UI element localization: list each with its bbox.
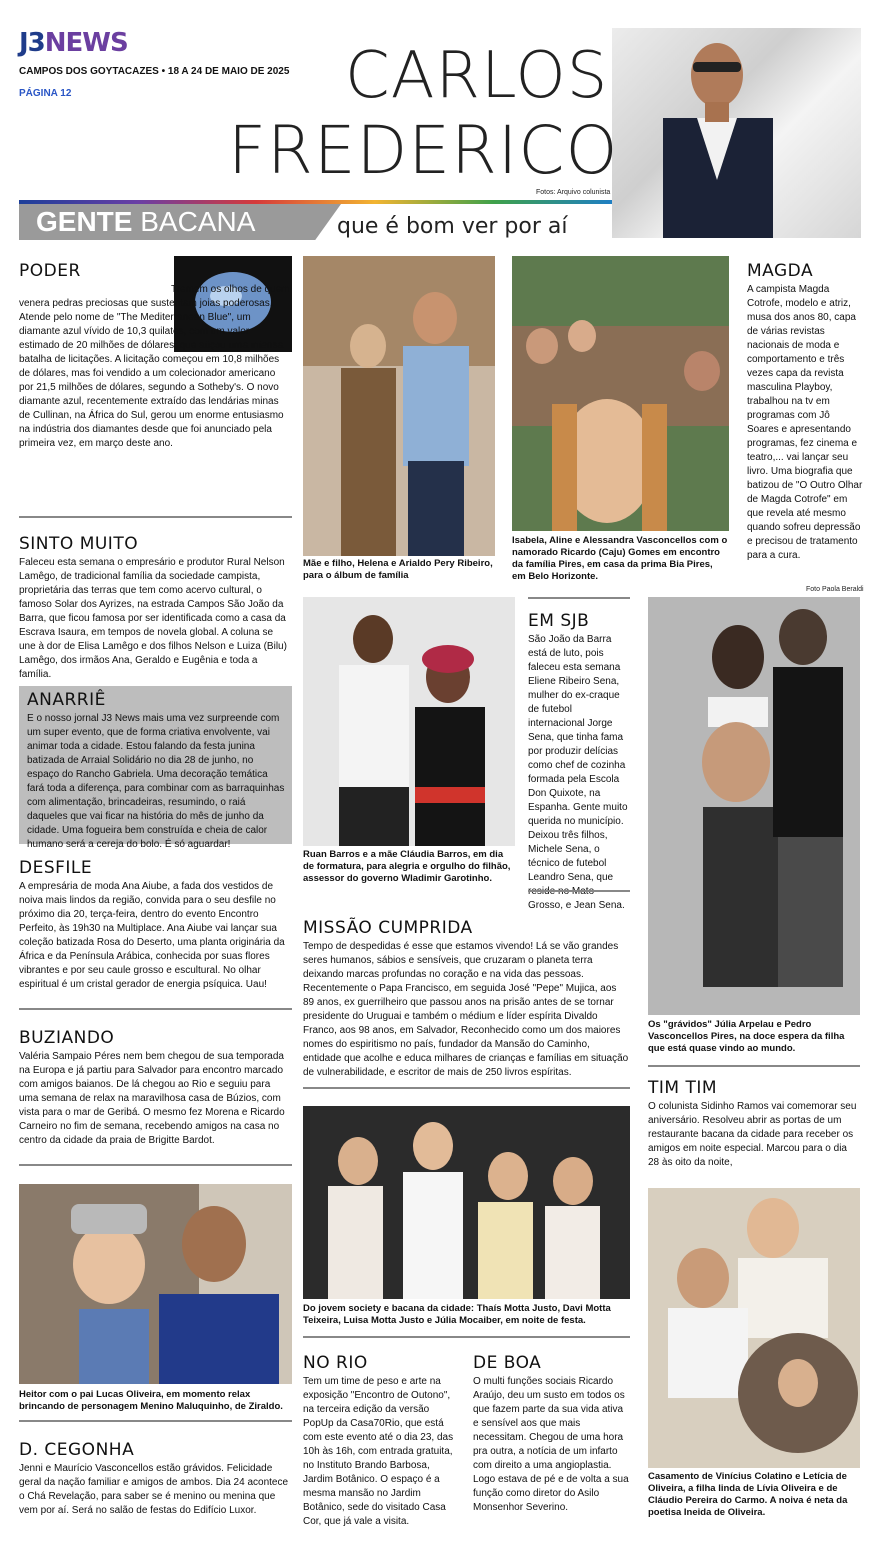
section-title-missao: MISSÃO CUMPRIDA (303, 918, 473, 938)
section-title-desfile: DESFILE (19, 858, 93, 878)
caption-heitor: Heitor com o pai Lucas Oliveira, em momento relax brincando de personagem Menino Maluquinho, de Ziraldo. (19, 1389, 283, 1412)
caption-pires: Isabela, Aline e Alessandra Vasconcellos com o namorado Ricardo (Caju) Gomes em encontro da família Pires, em casa da prima Bia Pires, em Belo Horizonte. (512, 535, 728, 582)
section-text-poder: Tremem os olhos de quem venera pedras preciosas que sustentam joias poderosas. Atende pelo nome de "The Mediterranean Blue", um diamante azul vívido de 10,3 quilates, com um valor estimado de 20 milhões de dólares, que atiçou uma intensa batalha de licitações. A licitação começou em 10,8 milhões de dólares, mas foi vendido a um colecionador americano por 21,5 milhões de dólares, segundo a Sotheby's. O novo diamante azul, recentemente extraído das lendárias minas de Cullinan, na África do Sul, gerou um enorme entusiasmo na indústria dos diamantes desde que foi anunciado pela primeira vez, em março deste ano. (19, 284, 290, 449)
section-text-missao: Tempo de despedidas é esse que estamos vivendo! Lá se vão grandes seres humanos, sábios e sensíveis, que cruzaram o planeta terra deixando marcas profundas no coração e na vida das pessoas. Recentemente o Papa Francisco, em seguida José "Pepe" Mujica, aos 89 anos, ex guerrilheiro que passou anos na prisão antes de se tornar presidente do Uruguai e também o médium e líder espírita Divaldo Franco, aos 98 anos, em Salvador, Reconhecido como um dos maiores nomes do espiritismo no país, fundador da Mansão do Caminho, entidade que acolhe e educa milhares de crianças e famílias em situação de vulnerabilidade, e escritor de mais de 250 livros espíritas. (303, 941, 629, 1078)
section-text-desfile: A empresária de moda Ana Aiube, a fada dos vestidos de noiva mais lindos da região, convida para o seu desfile no próximo dia 20, terça-feira, dentro do evento Encontro Perfeito, às 19h30 na Multiplace. Ana Aiube vai lançar sua coleção batizada Rosa do Deserto, uma planta originária da África e da Península Arábica, conhecida por suas flores vibrantes e por seu caule grosso e escultural. No olhar espiritual é um cristal gerador de energia psíquica. Uau! (19, 881, 285, 990)
section-title-magda: MAGDA (747, 261, 814, 281)
section-text-buziando: Valéria Sampaio Péres nem bem chegou de sua temporada na Europa e já partiu para Salvador para encontro marcado com amigos baianos. De lá chegou ao Rio e seguiu para uma semana de relax na maravilhosa casa de Búzios, com vista para o mar de Geribá. O mesmo fez Morena e Ricardo Carneiro no fim de semana, recebendo amigos na casa no centro da cidade da praia de Brigitte Bardot. (19, 1051, 285, 1146)
section-title-cegonha: D. CEGONHA (19, 1440, 135, 1460)
divider (528, 597, 630, 599)
section-title-norio: NO RIO (303, 1353, 368, 1373)
caption-helena: Mãe e filho, Helena e Arialdo Pery Ribeiro, para o álbum de família (303, 558, 493, 581)
photo-credit-magda: Foto Paola Beraldi (806, 586, 864, 593)
photo-credit: Fotos: Arquivo colunista (536, 189, 611, 196)
section-title-sjb: EM SJB (528, 611, 590, 631)
section-text-norio: Tem um time de peso e arte na exposição "Encontro de Outono", na terceira edição da versão PopUp da Casa70Rio, que está com este evento até o dia 23, das 10h às 16h, com entrada gratuita, no Instituto Brando Barbosa, Jardim Botânico. O espaço é a mesma mansão no Jardim Botânico, sede do visitado Casa Cor, que já vale a visita. (303, 1376, 454, 1527)
divider (528, 890, 630, 892)
section-text-timtim: O colunista Sidinho Ramos vai comemorar seu aniversário. Resolveu abrir as portas de um restaurante bacana da cidade para receber os amigos em noite especial. Marcou para o dia 28 às oito da noite, (648, 1101, 857, 1168)
caption-jovem: Do jovem society e bacana da cidade: Thaís Motta Justo, Davi Motta Teixeira, Luisa Motta Justo e Júlia Mocaiber, em noite de festa. (303, 1303, 611, 1326)
section-text-deboa: O multi funções sociais Ricardo Araújo, deu um susto em todos os que fazem parte da sua vida ativa e sensível aos que mais necessitam. Chegou de uma hora pra outra, a notícia de um infarto com direito a uma angioplastia. Logo estava de pé e de volta a sua função como diretor do Asilo Monsenhor Severino. (473, 1376, 629, 1513)
helena-arialdo-photo (303, 256, 495, 556)
page-number: PÁGINA 12 (19, 88, 72, 99)
heitor-photo (19, 1184, 292, 1384)
divider (19, 1420, 292, 1422)
section-text-magda: A campista Magda Cotrofe, modelo e atriz, musa dos anos 80, capa de várias revistas nacionais de moda e comportamento e três vezes capa da revista masculina Playboy, trabalhou na tv em programas com Jô Soares e apresentando programas, fez cinema e teatro,... vai lançar seu livro. Uma biografia que batizou de "O Outro Olhar de Magda Cotrofe" em que revela até mesmo quando sofreu depressão e precisou de tratamento para a cura. (747, 284, 863, 561)
divider (19, 1008, 292, 1010)
section-text-sjb: São João da Barra está de luto, pois faleceu esta semana Eliene Ribeiro Sena, mulher do ex-craque de futebol internacional Jorge Sena, que tinha fama por produzir delícias como chef de cozinha formada pela Escola Don Quixote, na Espanha. Gente muito querida no município. Deixou três filhos, Michele Sena, o técnico de futebol Leandro Sena, que Grosso, e Jean Sena. (528, 634, 628, 911)
section-title-deboa: DE BOA (473, 1353, 542, 1373)
dateline: CAMPOS DOS GOYTACAZES • 18 A 24 DE MAIO DE 2025 (19, 66, 290, 77)
divider (19, 1164, 292, 1166)
section-title-sinto-muito: SINTO MUITO (19, 534, 139, 554)
divider (303, 1336, 630, 1338)
j3news-logo: J3NEWS (19, 28, 128, 58)
casamento-photo (648, 1188, 860, 1468)
gravidos-photo (648, 597, 860, 1015)
section-title-poder: PODER (19, 261, 81, 281)
familia-pires-photo (512, 256, 729, 531)
caption-ruan: Ruan Barros e a mãe Cláudia Barros, em dia de formatura, para alegria e orgulho do filhão, assessor do governo Wladimir Garotinho. (303, 849, 511, 884)
divider (303, 1087, 630, 1089)
jovem-society-photo (303, 1106, 630, 1299)
banner-title: GENTE BACANA (36, 206, 256, 237)
section-title-anarrie: ANARRIÊ (27, 690, 106, 710)
columnist-first-name: CARLOS (345, 39, 609, 113)
section-title-timtim: TIM TIM (648, 1078, 718, 1098)
caption-gravidos: Os "grávidos" Júlia Arpelau e Pedro Vasconcellos Pires, na doce espera da filha que está quase vindo ao mundo. (648, 1019, 845, 1054)
divider (19, 516, 292, 518)
rainbow-bar (19, 200, 612, 204)
divider (648, 1065, 860, 1067)
ruan-claudia-photo (303, 597, 515, 846)
section-text-anarrie: E o nosso jornal J3 News mais uma vez surpreende com um super evento, que de forma criativa envolvente, vai animar toda a cidade. Estou falando da festa junina batizada de Arraial Solidário no dia 28 de junho, no espaço do Rancho Gabriela. Uma decoração temática fará toda a diferença, para combinar com as barraquinhas com alimentação, brincadeiras, resumindo, o raiá daqueles que vai ficar na história do mês de junho da cidade. Uma fogueira bem construída e cheia de calor humano será a cereja do bolo. É só aguardar! (27, 713, 285, 850)
section-title-buziando: BUZIANDO (19, 1028, 115, 1048)
tagline: que é bom ver por aí (337, 214, 568, 239)
columnist-last-name: FREDERICO (228, 112, 619, 189)
columnist-photo (655, 30, 780, 238)
section-text-sinto-muito: Faleceu esta semana o empresário e produtor Rural Nelson Lamêgo, de tradicional família da sociedade campista, proprietária das terras que tem como acervo cultural, o famoso Solar dos Ayrizes, na estrada Campos São João da Barra, que ficou famosa por ser identificada como a casa da Escrava Isaura, em tempos de novela global. A coluna se une à dor de Elisa Lamêgo e dos filhos Nelson e Luiza (Bilu) Lamêgo, dos irmãos Ana, Geraldo e Eugênia e toda a família. (19, 557, 287, 680)
caption-casamento: Casamento de Vinícius Colatino e Letícia de Oliveira, a filha linda de Lívia Oliveira e de Cláudio Pereira do Carmo. A noiva é neta da poetisa Ineida de Oliveira. (648, 1471, 848, 1518)
section-text-cegonha: Jenni e Maurício Vasconcellos estão grávidos. Felicidade geral da nação familiar e amigos de ambos. Dia 24 acontece o Chá Revelação, para saber se é menino ou menina que vem por aí. Será no salão de festas do Edifício Luxor. (19, 1463, 289, 1516)
